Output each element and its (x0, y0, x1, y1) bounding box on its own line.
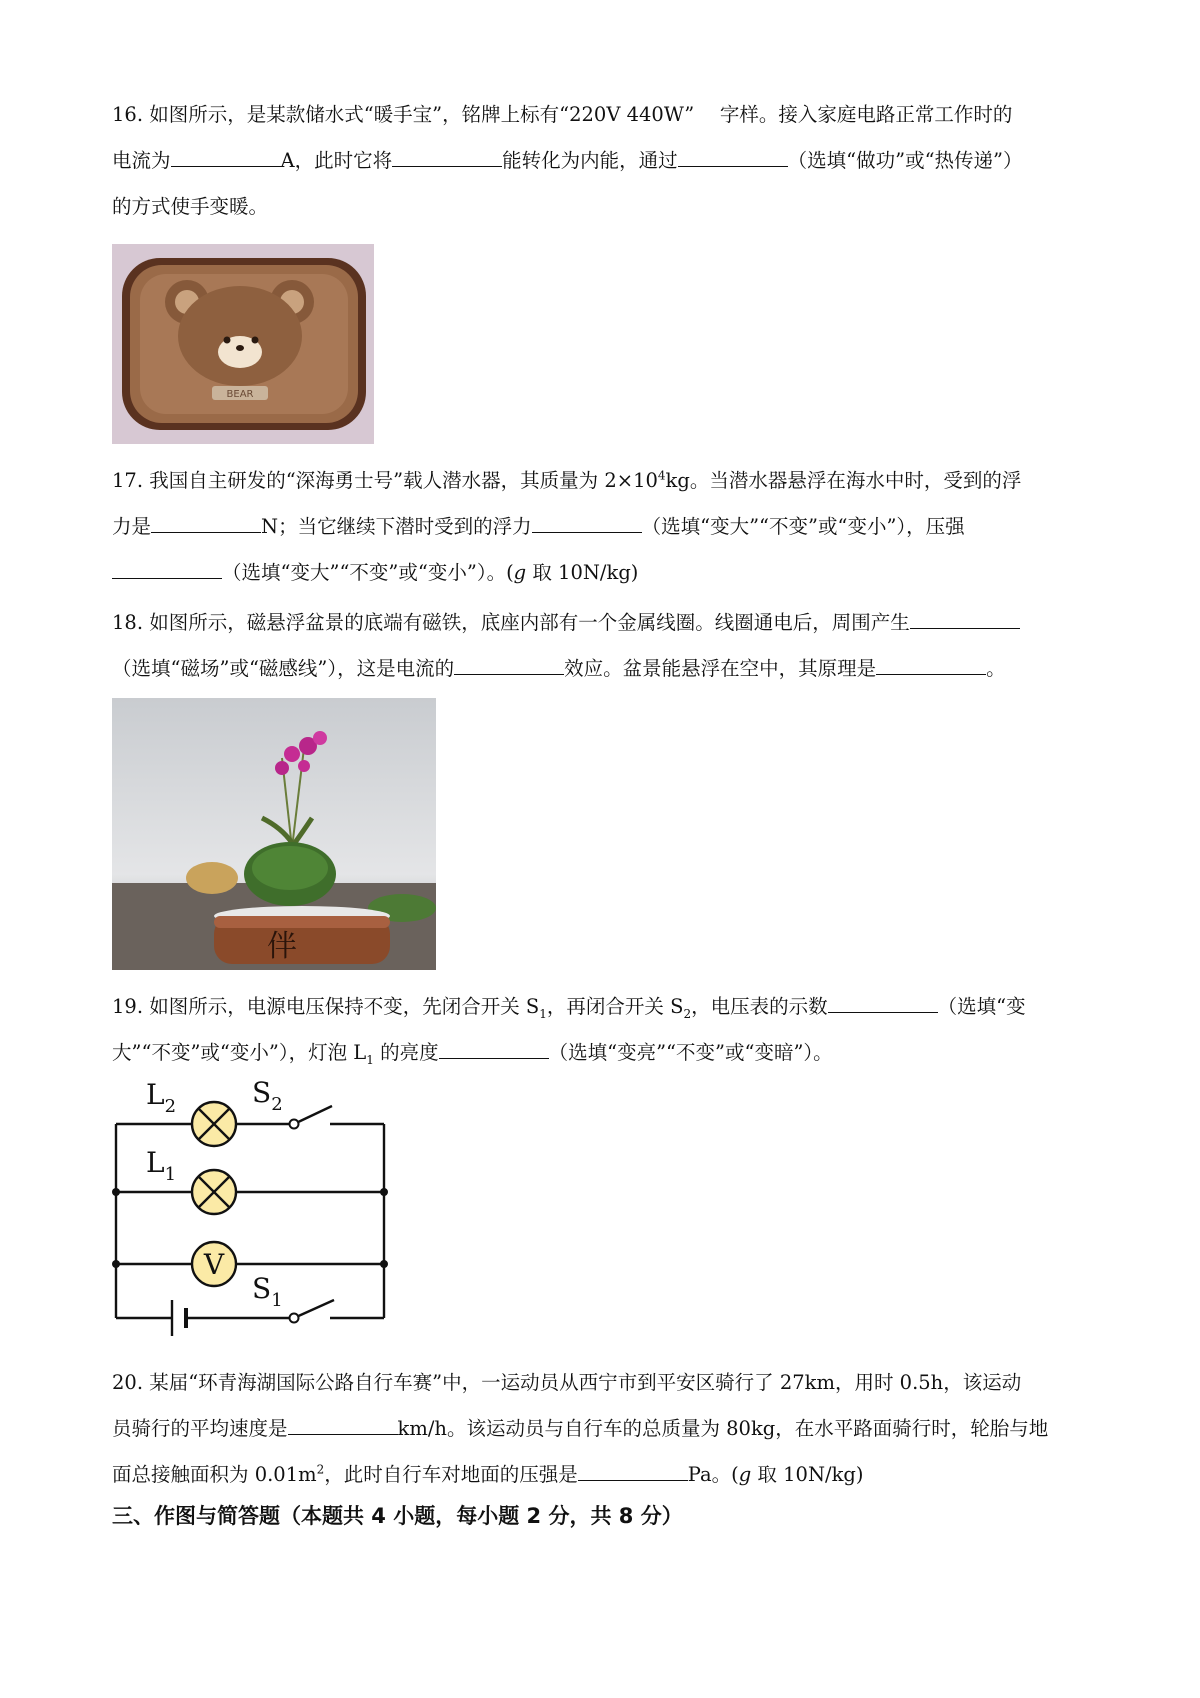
answer-blank[interactable] (439, 1036, 549, 1059)
q20-line-2 (112, 1406, 1097, 1452)
lamp-l1-subscript: 1 (164, 1164, 177, 1185)
voltmeter-symbol (192, 1242, 236, 1286)
q17-text: （选填“变大”“不变”或“变小”）。( (222, 561, 514, 584)
subscript: 1 (539, 1006, 547, 1021)
q20-line-1 (112, 1360, 1097, 1406)
bear-label-text: BEAR (226, 389, 254, 400)
q20-text: 20. 某届“环青海湖国际公路自行车赛”中，一运动员从西宁市到平安区骑行了 27km，用时 0.5h，该运动 (112, 1371, 1022, 1394)
svg-text:L2 (146, 1080, 176, 1117)
hand-warmer-image (112, 244, 374, 444)
q18-text: 效应。盆景能悬浮在空中，其原理是 (564, 657, 877, 680)
q20-text: 员骑行的平均速度是 (112, 1417, 288, 1440)
exponent: 2 (316, 1462, 325, 1477)
svg-text:L1 (146, 1146, 176, 1185)
subscript: 2 (683, 1006, 692, 1021)
lamp-l1-label: L (146, 1146, 165, 1179)
q20-text: ，此时自行车对地面的压强是 (324, 1463, 578, 1486)
answer-blank[interactable] (678, 144, 788, 167)
answer-blank[interactable] (876, 652, 986, 675)
q19-text: （选填“变 (937, 995, 1026, 1018)
q18-text: （选填“磁场”或“磁感线”），这是电流的 (112, 657, 455, 680)
q16-line-2 (112, 138, 1097, 184)
q16-line-1 (112, 92, 1097, 138)
q16-text: 的方式使手变暖。 (112, 195, 269, 218)
answer-blank[interactable] (578, 1458, 688, 1481)
q19-text: （选填“变亮”“不变”或“变暗”）。 (548, 1041, 833, 1064)
q18-text: 18. 如图所示，磁悬浮盆景的底端有磁铁，底座内部有一个金属线圈。线圈通电后，周围产生 (112, 611, 910, 634)
q20-text: km/h。该运动员与自行车的总质量为 80kg，在水平路面骑行时，轮胎与地 (397, 1417, 1049, 1440)
q16-text: （选填“做功”或“热传递”） (787, 149, 1023, 172)
answer-blank[interactable] (151, 510, 261, 533)
q18-line-1 (112, 600, 1097, 646)
q16-text: A，此时它将 (280, 149, 393, 172)
q17-line-1 (112, 458, 1097, 504)
answer-blank[interactable] (112, 556, 222, 579)
question-19 (112, 984, 1097, 1076)
q20-line-3 (112, 1452, 1097, 1498)
answer-blank[interactable] (288, 1412, 398, 1435)
lamp-l2-symbol (192, 1102, 236, 1146)
q20-text: Pa。( (687, 1463, 739, 1486)
q18-text: 。 (986, 657, 1006, 680)
q20-text: 面总接触面积为 0.01m (112, 1463, 317, 1486)
q17-line-3 (112, 550, 1097, 596)
q20-text: 取 10N/kg) (751, 1463, 864, 1486)
lamp-l2-label: L (146, 1080, 165, 1111)
q19-line-2 (112, 1030, 1097, 1076)
section-title: 三、作图与简答题（本题共 4 小题，每小题 2 分，共 8 分） (112, 1504, 683, 1528)
question-18 (112, 600, 1097, 692)
q17-text: kg。当潜水器悬浮在海水中时，受到的浮 (665, 469, 1022, 492)
voltmeter-label: V (203, 1248, 225, 1281)
q19-text: 19. 如图所示，电源电压保持不变，先闭合开关 S (112, 995, 540, 1018)
q19-text: ，电压表的示数 (691, 995, 828, 1018)
answer-blank[interactable] (171, 144, 281, 167)
q19-text: 大”“不变”或“变小”），灯泡 L (112, 1041, 367, 1064)
gravity-symbol: g (513, 561, 527, 584)
q19-line-1 (112, 984, 1097, 1030)
q17-text: N；当它继续下潜时受到的浮力 (261, 515, 532, 538)
q17-text: 力是 (112, 515, 152, 538)
switch-s1-label: S (252, 1272, 272, 1305)
q18-line-2 (112, 646, 1097, 692)
subscript: 1 (366, 1052, 374, 1067)
q16-text: 16. 如图所示，是某款储水式“暖手宝”，铭牌上标有“220V 440W” 字样。接入家庭电路正常工作时的 (112, 103, 1013, 126)
question-16 (112, 92, 1097, 230)
exponent: 4 (657, 468, 666, 483)
switch-s2-subscript: 2 (271, 1094, 283, 1115)
q16-line-3 (112, 184, 1097, 230)
question-17 (112, 458, 1097, 596)
svg-text:S1 (252, 1272, 283, 1311)
answer-blank[interactable] (828, 990, 938, 1013)
answer-blank[interactable] (454, 652, 564, 675)
question-20 (112, 1360, 1097, 1498)
lamp-l2-subscript: 2 (164, 1096, 177, 1117)
base-character-text: 伴 (267, 929, 297, 964)
switch-s1-subscript: 1 (271, 1290, 283, 1311)
q16-text: 能转化为内能，通过 (502, 149, 678, 172)
q17-text: 17. 我国自主研发的“深海勇士号”载人潜水器，其质量为 2×10 (112, 469, 658, 492)
q17-text: 取 10N/kg) (526, 561, 639, 584)
q16-text: 电流为 (112, 149, 171, 172)
q17-text: （选填“变大”“不变”或“变小”），压强 (641, 515, 965, 538)
maglev-bonsai-image (112, 698, 436, 970)
answer-blank[interactable] (910, 606, 1020, 629)
svg-text:S2 (252, 1080, 283, 1115)
q19-text: ，再闭合开关 S (546, 995, 684, 1018)
lamp-l1-symbol (192, 1170, 236, 1214)
answer-blank[interactable] (392, 144, 502, 167)
gravity-symbol: g (738, 1463, 752, 1486)
q17-line-2 (112, 504, 1097, 550)
answer-blank[interactable] (532, 510, 642, 533)
circuit-diagram (106, 1080, 406, 1350)
switch-s2-label: S (252, 1080, 272, 1109)
q19-text: 的亮度 (373, 1041, 439, 1064)
